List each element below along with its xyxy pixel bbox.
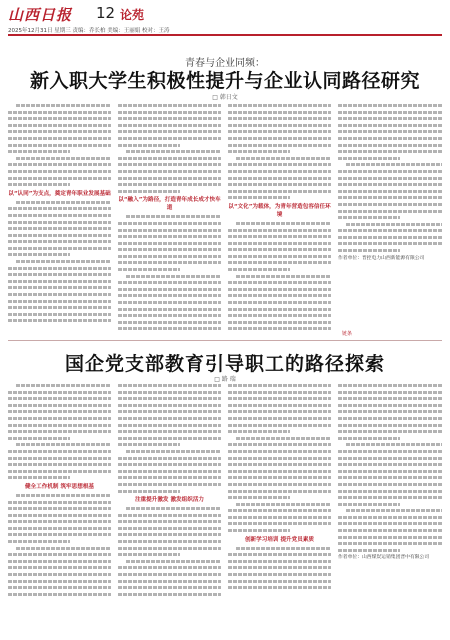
article1-column-4 [338, 104, 442, 334]
article1-subhead-2: 以“融入”为路径，打造青年成长成才快车道 [118, 197, 221, 212]
section-name: 论苑 [120, 8, 145, 22]
paper-name: 山西日报 [8, 6, 73, 24]
article2-subhead-3: 创新学习培训 提升党员素质 [244, 536, 315, 543]
body-text [8, 384, 111, 479]
article1-author: □ 韩日文 [212, 94, 238, 101]
article1-title: 新入职大学生积极性提升与企业认同路径研究 [29, 70, 420, 92]
body-text [228, 547, 331, 590]
page-number: 12 [96, 4, 116, 22]
masthead-rule [8, 34, 442, 36]
article1-column-3 [228, 104, 331, 334]
body-text [118, 104, 221, 193]
article2-column-2 [118, 384, 221, 634]
editor-label: 链条 [342, 331, 353, 337]
article2-subhead-2: 注重提升激发 激发组织活力 [134, 497, 205, 504]
body-text [8, 201, 111, 323]
body-text [118, 215, 221, 334]
article1-subtitle: 青春与企业同频： [185, 58, 265, 69]
body-text [338, 384, 442, 552]
body-text [228, 384, 331, 532]
body-text [8, 494, 111, 596]
article2-column-4 [338, 384, 442, 634]
body-text [228, 104, 331, 199]
article2-subhead-1: 健全工作机制 筑牢思想根基 [24, 483, 95, 490]
dateline: 2025年12月31日 星期三 责编：乔长柏 美编：王丽娟 校对：王涛 [8, 28, 170, 34]
article-divider [8, 340, 442, 341]
article1-author-note: 作者单位：晋控电力山西新能源有限公司 [338, 255, 425, 261]
article2-column-1 [8, 384, 111, 634]
article2-title: 国企党支部教育引导职工的路径探索 [64, 353, 385, 375]
article2-author: □ 路 瑞 [214, 376, 236, 383]
body-text [118, 384, 221, 493]
body-text [118, 507, 221, 596]
article1-column-2 [118, 104, 221, 334]
masthead [8, 4, 442, 24]
article1-subhead-3: 以“文化”为载体，为青年营造包容信任环境 [228, 203, 331, 218]
article2-author-note: 作者单位：山西煤炭运销集团晋中有限公司 [338, 555, 430, 561]
article2-column-3 [228, 384, 331, 634]
body-text [8, 104, 111, 186]
article1-column-1 [8, 104, 111, 334]
article1-subhead-1: 以“认同”为支点，奠定青年职业发展基础 [8, 190, 111, 197]
body-text [338, 104, 442, 252]
body-text [228, 222, 331, 331]
